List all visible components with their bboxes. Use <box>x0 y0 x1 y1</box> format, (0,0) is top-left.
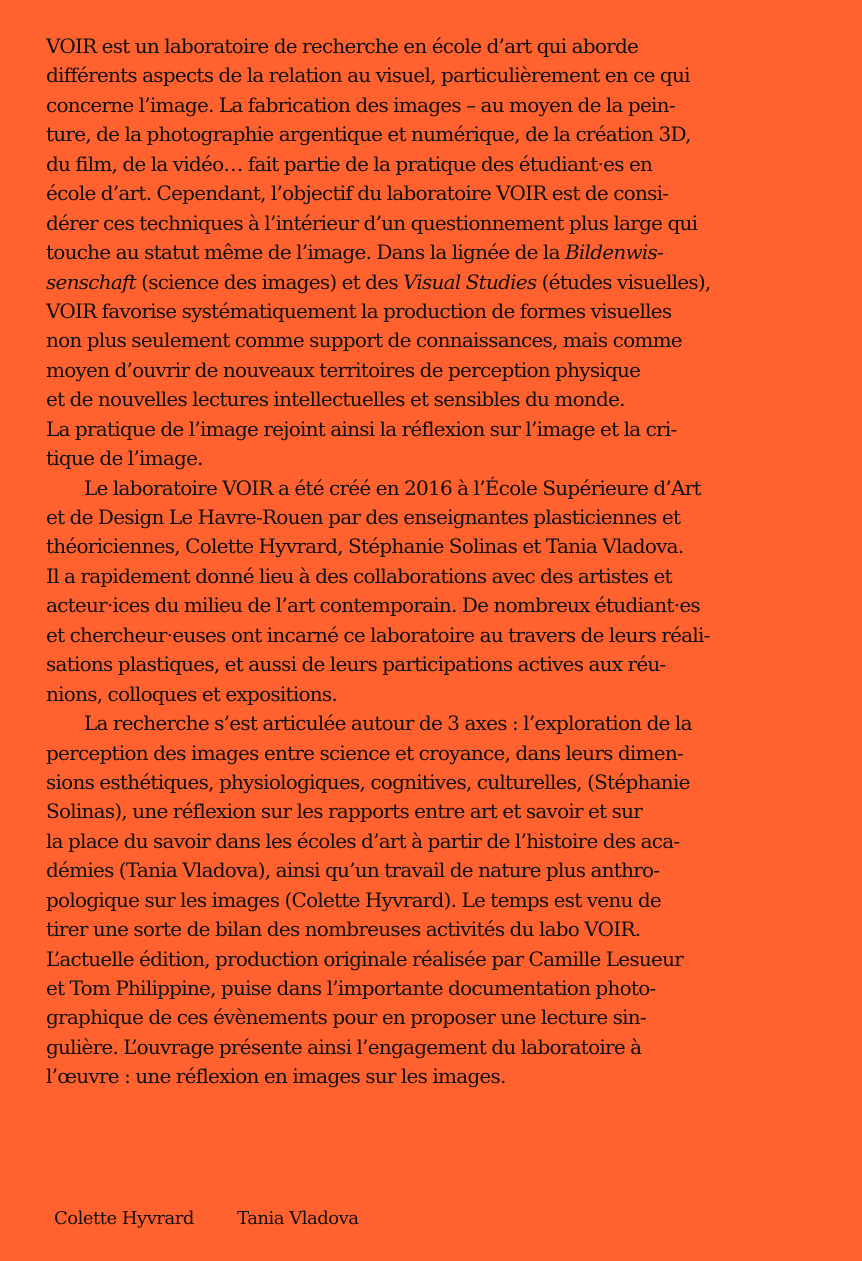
text-run: L’actuelle édition, production originale réalisée par Camille Lesueur <box>46 946 684 971</box>
body-text <box>46 32 786 1092</box>
text-line <box>46 91 786 120</box>
text-line <box>46 1003 786 1032</box>
text-run: différents aspects de la relation au visuel, particulièrement en ce qui <box>46 63 690 88</box>
text-run: La pratique de l’image rejoint ainsi la réflexion sur l’image et la cri- <box>46 416 677 441</box>
text-line <box>46 150 786 179</box>
text-run: Le laboratoire VOIR a été créé en 2016 à l’École Supérieure d’Art <box>84 475 701 500</box>
text-run: nions, colloques et expositions. <box>46 681 338 706</box>
text-line <box>46 621 786 650</box>
text-run: tique de l’image. <box>46 446 203 471</box>
text-line <box>46 709 786 738</box>
text-run: la place du savoir dans les écoles d’art à partir de l’histoire des aca- <box>46 828 680 853</box>
text-line <box>46 297 786 326</box>
text-line <box>46 768 786 797</box>
text-run: et Tom Philippine, puise dans l’importante documentation photo- <box>46 976 656 1000</box>
text-line <box>46 680 786 709</box>
text-line <box>46 385 786 414</box>
text-line <box>46 1062 786 1091</box>
text-line <box>46 591 786 620</box>
paragraph <box>46 32 786 474</box>
text-run: La recherche s’est articulée autour de 3 axes : l’exploration de la <box>84 711 692 736</box>
text-line <box>46 739 786 768</box>
text-run: moyen d’ouvrir de nouveaux territoires de perception physique <box>46 357 641 382</box>
text-run: tirer une sorte de bilan des nombreuses activités du labo VOIR. <box>46 917 641 942</box>
text-run: graphique de ces évènements pour en proposer une lecture sin- <box>46 1005 646 1030</box>
text-run: sations plastiques, et aussi de leurs participations actives aux réu- <box>46 652 666 677</box>
text-run: et chercheur·euses ont incarné ce laboratoire au travers de leurs réali- <box>46 622 710 647</box>
text-run: sions esthétiques, physiologiques, cognitives, culturelles, (Stéphanie <box>46 769 690 794</box>
text-run: pologique sur les images (Colette Hyvrard). Le temps est venu de <box>46 887 661 912</box>
text-line <box>46 650 786 679</box>
text-line <box>46 827 786 856</box>
text-run: Solinas), une réflexion sur les rapports entre art et savoir et sur <box>46 799 643 824</box>
text-run: Il a rapidement donné lieu à des collaborations avec des artistes et <box>46 563 672 588</box>
text-run: théoriciennes, Colette Hyvrard, Stéphanie Solinas et Tania Vladova. <box>46 534 684 559</box>
author-credits <box>54 1208 358 1229</box>
text-run: (science des images) et des <box>135 269 404 294</box>
text-run: et de Design Le Havre-Rouen par des enseignantes plasticiennes et <box>46 505 681 529</box>
text-line <box>46 886 786 915</box>
text-run: VOIR favorise systématiquement la production de formes visuelles <box>46 298 672 323</box>
text-line <box>46 32 786 61</box>
text-line <box>46 179 786 208</box>
text-run: ture, de la photographie argentique et numérique, de la création 3D, <box>46 122 691 147</box>
text-run: et de nouvelles lectures intellectuelles et sensibles du monde. <box>46 387 625 412</box>
text-line <box>46 268 786 297</box>
text-line <box>46 120 786 149</box>
text-run: (études visuelles), <box>536 269 711 294</box>
italic-title: Bildenwis- <box>564 240 663 265</box>
text-line <box>46 856 786 885</box>
text-line <box>46 562 786 591</box>
text-line <box>46 1033 786 1062</box>
paragraph <box>46 474 786 710</box>
text-line <box>46 503 786 532</box>
text-line <box>46 797 786 826</box>
text-line <box>46 238 786 267</box>
paragraph <box>46 709 786 1092</box>
text-line <box>46 915 786 944</box>
text-line <box>46 532 786 561</box>
text-run: dérer ces techniques à l’intérieur d’un questionnement plus large qui <box>46 210 698 235</box>
text-line <box>46 444 786 473</box>
text-run: perception des images entre science et croyance, dans leurs dimen- <box>46 740 683 765</box>
italic-title: Visual Studies <box>403 269 537 294</box>
text-line <box>46 415 786 444</box>
text-run: touche au statut même de l’image. Dans la lignée de la <box>46 240 565 265</box>
text-run: concerne l’image. La fabrication des images – au moyen de la pein- <box>46 92 675 117</box>
text-run: acteur·ices du milieu de l’art contemporain. De nombreux étudiant·es <box>46 593 700 618</box>
author-name: Colette Hyvrard <box>54 1208 194 1229</box>
italic-title: senschaft <box>46 269 136 294</box>
text-line <box>46 945 786 974</box>
author-name: Tania Vladova <box>237 1208 359 1229</box>
text-line <box>46 356 786 385</box>
text-run: du film, de la vidéo… fait partie de la pratique des étudiant·es en <box>46 151 653 176</box>
text-run: gulière. L’ouvrage présente ainsi l’engagement du laboratoire à <box>46 1034 642 1059</box>
text-line <box>46 209 786 238</box>
text-run: l’œuvre : une réflexion en images sur les images. <box>46 1064 506 1089</box>
text-run: VOIR est un laboratoire de recherche en école d’art qui aborde <box>46 34 639 58</box>
text-line <box>46 474 786 503</box>
text-line <box>46 974 786 1003</box>
text-run: démies (Tania Vladova), ainsi qu’un travail de nature plus anthro- <box>46 858 660 883</box>
text-line <box>46 326 786 355</box>
text-run: non plus seulement comme support de connaissances, mais comme <box>46 328 682 353</box>
text-line <box>46 61 786 90</box>
text-run: école d’art. Cependant, l’objectif du laboratoire VOIR est de consi- <box>46 181 669 206</box>
